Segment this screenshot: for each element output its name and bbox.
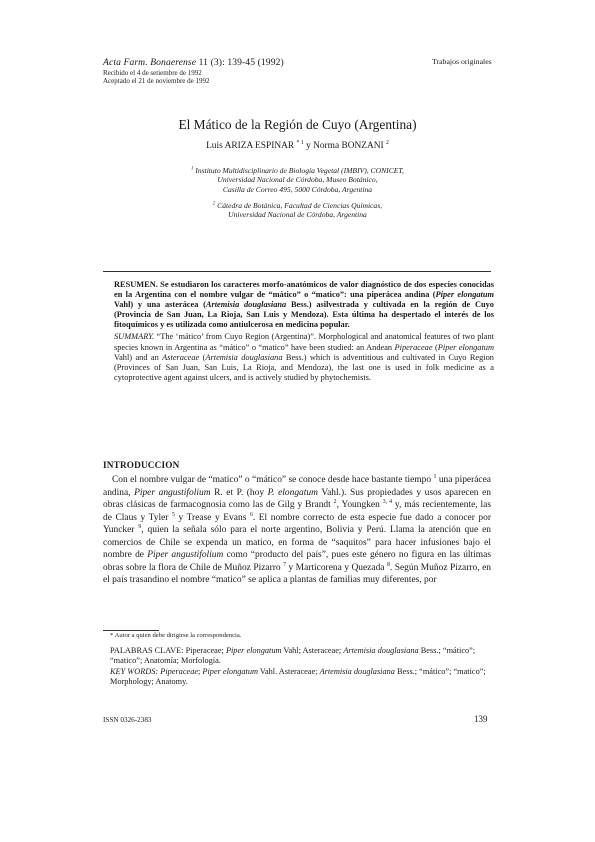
intro-text: y Trease y Evans — [174, 512, 250, 523]
affiliation-2 — [0, 201, 595, 220]
journal-citation — [103, 57, 284, 68]
family-asteraceae: Asteraceae — [162, 352, 200, 362]
affiliation-2-line-2: Universidad Nacional de Córdoba, Argentina — [228, 210, 367, 220]
resumen-label: RESUMEN. — [114, 280, 158, 289]
summary-paragraph — [114, 332, 494, 382]
issn-number: ISSN 0326-2383 — [103, 716, 152, 724]
intro-text: Vahl.). Sus propiedades y usos aparecen en obras clásicas de farmacognosia como las de Gilg y Brandt — [103, 487, 491, 511]
keywords-text: Bess.; “mático”; “matico”; Anatomía; Morfología. — [110, 646, 476, 666]
dates-block — [103, 69, 210, 86]
author-1: Luis ARIZA ESPINAR — [206, 141, 295, 151]
intro-text: como “producto del país”, pues este género no figura en las últimas obras sobre la flora de Chile de Muñoz Pizarro — [103, 550, 491, 573]
resumen-paragraph — [114, 280, 494, 330]
intro-text: . El nombre correcto de esta especie fue dado a conocer por Yuncker — [103, 512, 491, 536]
ref-mark: 8 — [386, 561, 390, 568]
ref-mark: 7 — [283, 561, 286, 568]
affiliation-1-mark: 1 — [191, 166, 194, 172]
accepted-date: Aceptado el 21 de noviembre de 1992 — [103, 77, 210, 86]
footnote-text: Autor a quien debe dirigirse la correspondencia. — [113, 632, 242, 639]
abstract-divider — [103, 271, 491, 272]
affiliation-1-line-2: Universidad Nacional de Córdoba, Museo Botánico, — [217, 175, 378, 185]
keyword-species: Artemisia douglasiana — [343, 646, 419, 655]
summary-text-3: Vahl) and an — [114, 352, 163, 362]
author-2-mark: 2 — [386, 139, 389, 146]
summary-text-5: Bess.) which is adventitious and cultivated in Cuyo Region (Provinces of San Juan, San Luis, La Rioja, and Mendoza), the last one is used in folk medicine as a cytoprotective agent against ulcers, and is actively studied by phytochemists. — [114, 352, 494, 382]
keywords-es — [110, 646, 494, 667]
affiliation-1-line-3: Casilla de Correo 495, 5000 Córdoba, Argentina — [222, 184, 373, 194]
summary-text-1: “The ‘mático’ from Cuyo Region (Argentina)”. Morphological and anatomical features of two plant species known in Argentina as “mático” o “matico” have been studied: an Andean — [114, 332, 494, 352]
species-name: P. elongatum — [267, 487, 318, 498]
keywords-text: Vahl; Asteraceae; — [281, 646, 344, 655]
intro-text: y, más recientemente, las de Claus y Tyler — [103, 500, 491, 523]
keywords-text: ; — [198, 666, 203, 676]
intro-text: R. et P. (hoy — [210, 487, 268, 498]
species-piper: Piper elongatum — [435, 290, 494, 300]
keywords-en — [110, 667, 494, 688]
summary-label: SUMMARY. — [114, 332, 155, 342]
footnote — [110, 632, 241, 639]
family-piperaceae: Piperaceae — [394, 342, 433, 352]
article-title: El Mático de la Región de Cuyo (Argentina) — [178, 117, 417, 132]
keyword-family: Piperaceae — [160, 666, 199, 676]
keywords-text: Bess.; “mático”; “matico”; Morphology; Anatomy. — [110, 666, 486, 687]
resumen-text-1: Se estudiaron los caracteres morfo-anatómicos de valor diagnóstico de dos especies conocidas en la Argentina con el nombre vulgar de “mático” o “matico”: una piperácea andina ( — [114, 280, 494, 300]
keywords-text: Piperaceae; — [183, 646, 226, 655]
abstract-block — [114, 280, 494, 383]
affiliation-2-mark: 2 — [212, 201, 216, 207]
ref-mark: 5 — [172, 511, 175, 518]
footnote-divider — [103, 630, 159, 631]
ref-mark: 6 — [249, 511, 253, 518]
species-artemisia-en: Artemisia douglasiana — [205, 352, 283, 362]
summary-text-2: ( — [432, 342, 438, 352]
intro-text: Con el nombre vulgar de “matico” o “mático” se conoce desde hace bastante tiempo — [112, 475, 434, 485]
resumen-text-3: Bess.) asilvestrada y cultivada en la región de Cuyo (Provincia de San Juan, La Rioja, San Luis y Mendoza). Esta última ha despertado el interés de los fitoquímicos y es utilizada como antiulcerosa en medicina popular. — [114, 300, 494, 330]
intro-text: . Según Muñoz Pizarro, en el país trasandino el nombre “matico” se aplica a plantas de familias muy diferentes, por — [103, 562, 491, 586]
journal-volume: 11 (3): 139-45 (1992) — [198, 57, 284, 68]
resumen-text-2: Vahl) y una asterácea ( — [114, 300, 206, 310]
keywords-block — [110, 646, 494, 688]
intro-text: , Youngken — [336, 500, 383, 511]
species-name: Piper angustifolium — [134, 487, 211, 498]
species-artemisia: Artemisia douglasiana — [205, 300, 287, 310]
ref-mark: 9 — [138, 524, 142, 531]
keyword-species: Piper elongatum — [225, 646, 282, 655]
affiliation-1-line-1: Instituto Multidisciplinario de Biología Vegetal (IMBIV), CONICET, — [195, 166, 404, 175]
intro-paragraph — [103, 474, 491, 587]
summary-text-4: ( — [199, 352, 206, 362]
affiliation-1 — [0, 166, 595, 194]
received-date: Recibido el 4 de setiembre de 1992 — [103, 69, 202, 77]
keywords-en-label: KEY WORDS: — [110, 666, 159, 676]
ref-mark: 1 — [433, 473, 437, 480]
keyword-species: Piper elongatum — [202, 666, 258, 676]
intro-text: una piperácea andina, — [103, 475, 492, 498]
section-label: Trabajos originales — [432, 57, 492, 66]
footnote-mark: * — [110, 632, 114, 639]
keywords-es-label: PALABRAS CLAVE: — [110, 646, 184, 655]
journal-name: Acta Farm. Bonaerense — [103, 57, 197, 68]
species-name: Piper angustifolium — [147, 550, 224, 561]
ref-mark: 2 — [333, 498, 337, 505]
intro-body — [103, 474, 491, 587]
keyword-species: Artemisia douglasiana — [319, 666, 395, 676]
intro-text: , quien la señala sólo para el norte argentino, Bolivia y Perú. Llama la atención que en comercios de Chile se expenda un matico, en forma de “saquitos” para hacer infusiones bajo el nombre de — [103, 525, 491, 561]
author-line — [0, 141, 595, 151]
ref-mark: 3, 4 — [382, 498, 393, 505]
keywords-text: Vahl. Asteraceae; — [257, 666, 320, 676]
intro-heading: INTRODUCCION — [103, 460, 180, 470]
species-piper-en: Piper elongatum — [437, 342, 494, 352]
author-join: y Norma BONZANI — [306, 141, 384, 151]
affiliation-2-line-1: Cátedra de Botánica, Facultad de Ciencias Químicas, — [217, 201, 383, 210]
intro-text: y Marticorena y Quezada — [286, 562, 387, 573]
author-1-mark: * 1 — [296, 139, 304, 146]
page-number: 139 — [474, 714, 488, 724]
